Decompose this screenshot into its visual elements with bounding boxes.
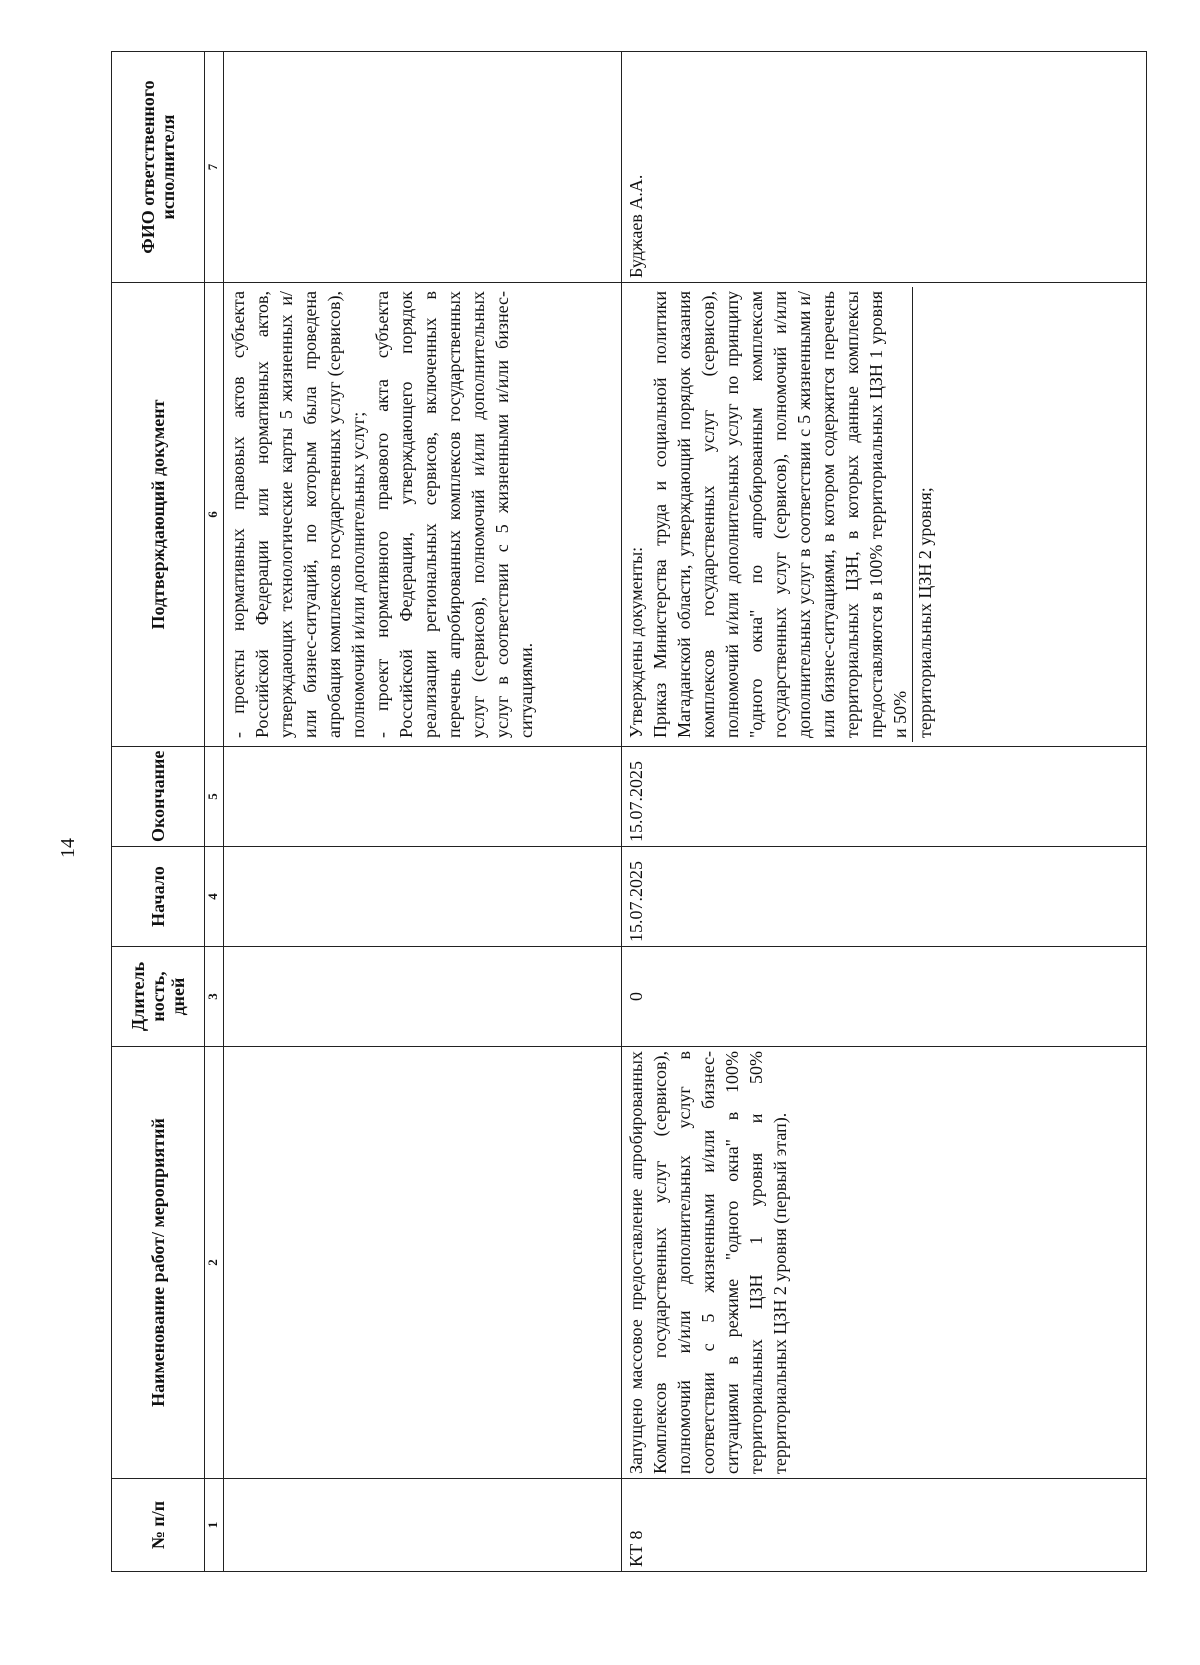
header-num: № п/п bbox=[112, 1479, 205, 1572]
row-duration bbox=[224, 947, 622, 1047]
doc-line: территориальных ЦЗН 2 уровня; bbox=[912, 287, 937, 742]
row-end bbox=[224, 747, 622, 847]
rotated-table-wrapper bbox=[111, 52, 1200, 1572]
row-num bbox=[224, 1479, 622, 1572]
row-person bbox=[224, 52, 622, 283]
row-person: Буджаев А.А. bbox=[622, 52, 1147, 283]
column-number: 6 bbox=[205, 283, 224, 747]
row-doc bbox=[622, 283, 1147, 747]
doc-line: - проект нормативного правового акта субъекта Российской Федерации, утверждающего порядок реализации региональных сервисов, включенных в перечень апробированных комплексов государственных услуг (сервисов), полномочий и/или дополнительных услуг в соответствии с 5 жизненными и/или бизнес-ситуациями. bbox=[372, 291, 536, 738]
header-start: Начало bbox=[112, 847, 205, 947]
column-number: 7 bbox=[205, 52, 224, 283]
column-number-row bbox=[205, 52, 224, 1572]
row-start: 15.07.2025 bbox=[622, 847, 1147, 947]
row-end: 15.07.2025 bbox=[622, 747, 1147, 847]
column-number: 4 bbox=[205, 847, 224, 947]
doc-line: - проекты нормативных правовых актов субъекта Российской Федерации или нормативных актов, утверждающих технологические карты 5 жизненных и/или бизнес-ситуаций, по которым была проведена апробация комплексов государственных услуг (сервисов), полномочий и/или дополнительных услуг; bbox=[228, 291, 368, 738]
column-number: 5 bbox=[205, 747, 224, 847]
header-row bbox=[112, 52, 205, 1572]
table-row bbox=[622, 52, 1147, 1572]
doc-line: Утверждены документы: bbox=[626, 546, 646, 738]
column-number: 1 bbox=[205, 1479, 224, 1572]
page-number: 14 bbox=[57, 838, 79, 858]
doc-line: Приказ Министерства труда и социальной политики Магаданской области, утверждающий порядок оказания комплексов государственных услуг (сервисов), полномочий и/или дополнительных услуг по принципу "одного окна" по апробированным комплексам государственных услуг (сервисов), полномочий и/или дополнительных услуг в соответствии с 5 жизненными и/или бизнес-ситуациями, в котором содержится перечень территориальных ЦЗН, в которых данные комплексы предоставляются в 100% территориальных ЦЗН 1 уровня и 50% bbox=[650, 291, 910, 738]
header-person: ФИО ответственного исполнителя bbox=[112, 52, 205, 283]
table-row bbox=[224, 52, 622, 1572]
row-duration: 0 bbox=[622, 947, 1147, 1047]
header-end: Окончание bbox=[112, 747, 205, 847]
row-doc bbox=[224, 283, 622, 747]
row-name: Запущено массовое предоставление апробированных Комплексов государственных услуг (сервисов), полномочий и/или дополнительных услуг в соответствии с 5 жизненными и/или бизнес-ситуациями в режиме "одного окна" в 100% территориальных ЦЗН 1 уровня и 50% территориальных ЦЗН 2 уровня (первый этап). bbox=[622, 1047, 1147, 1479]
header-name: Наименование работ/ мероприятий bbox=[112, 1047, 205, 1479]
row-name bbox=[224, 1047, 622, 1479]
work-plan-table bbox=[111, 51, 1147, 1572]
row-start bbox=[224, 847, 622, 947]
header-doc: Подтверждающий документ bbox=[112, 283, 205, 747]
column-number: 2 bbox=[205, 1047, 224, 1479]
row-num: КТ 8 bbox=[622, 1479, 1147, 1572]
header-duration: Длитель ность, дней bbox=[112, 947, 205, 1047]
column-number: 3 bbox=[205, 947, 224, 1047]
